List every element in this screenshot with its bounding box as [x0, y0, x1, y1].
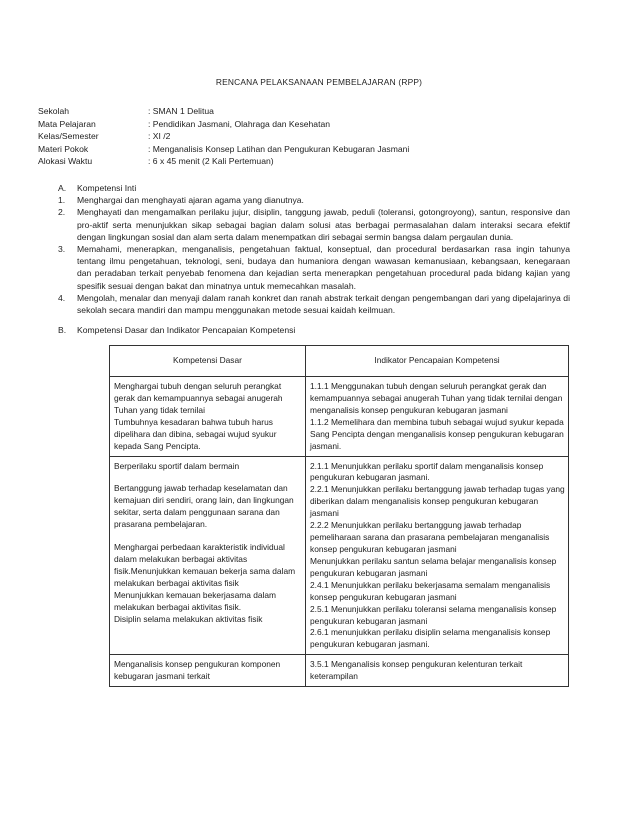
table-row: [110, 655, 569, 687]
info-label: Kelas/Semester: [38, 131, 99, 142]
ki-text: Menghayati dan mengamalkan perilaku jujur, disiplin, tanggung jawab, peduli (toleransi, gotongroyong), santun, responsive dan pro-aktif serta menunjukkan sikap sebagai bagian dalam solusi atas berbagai permasalahan dalam interaksi secara efektif dengan lingkungan sosial dan alam serta dalam menempatkan diri sebagai sermin bangsa dalam pergaulan dunia.: [77, 207, 570, 242]
ki-number: 1.: [58, 195, 66, 206]
section-heading-text: Kompetensi Inti: [77, 183, 137, 193]
table-row: [110, 456, 569, 655]
info-label: Mata Pelajaran: [38, 118, 96, 129]
section-marker: B.: [58, 325, 67, 335]
section-marker: A.: [58, 183, 67, 193]
kd-cell: [110, 456, 306, 655]
kd-indicator-table: [109, 345, 569, 687]
column-header-kd: Kompetensi Dasar: [110, 346, 306, 377]
info-value: : XI /2: [148, 131, 171, 142]
ki-text: Mengolah, menalar dan menyaji dalam ranah konkret dan ranah abstrak terkait dengan pengembangan dari yang dipelajarinya di sekolah secara mandiri dan mampu menggunakan metode sesuai kaidah keilmuan.: [77, 292, 570, 316]
ki-number: 4.: [58, 292, 66, 303]
indicator-cell: [306, 655, 569, 687]
document-title: RENCANA PELAKSANAAN PEMBELAJARAN (RPP): [215, 77, 423, 87]
kd-text: Disiplin selama melakukan aktivitas fisik: [114, 613, 263, 624]
ki-item: [58, 243, 570, 292]
table-header-row: [110, 346, 569, 377]
indicator-text: 2.4.1 Menunjukkan perilaku bekerjasama semalam menganalisis konsep pengukuran kebugaran jasmani: [310, 579, 551, 602]
kd-cell: [110, 377, 306, 457]
indicator-text: 2.1.1 Menunjukkan perilaku sportif dalam menganalisis konsep pengukuran kebugaran jasmani.: [310, 460, 544, 483]
info-row-materi-pokok: [38, 143, 409, 156]
kd-text: Berperilaku sportif dalam bermain: [114, 460, 240, 471]
indicator-text: 2.6.1 menunjukkan perilaku disiplin selama menganalisis konsep pengukuran kebugaran jasmani.: [310, 627, 551, 650]
section-heading-a: [58, 182, 570, 194]
kd-text: Menghargai tubuh dengan seluruh perangkat gerak dan kemampuannya sebagai anugerah Tuhan yang tidak ternilai: [114, 381, 283, 415]
info-label: Materi Pokok: [38, 143, 89, 154]
indicator-text: Menunjukkan perilaku santun selama belajar menganalisis konsep pengukuran kebugaran jasmani: [310, 555, 557, 578]
ki-item: [58, 194, 570, 206]
indicator-text: 1.1.1 Menggunakan tubuh dengan seluruh perangkat gerak dan kemampuannya sebagai anugerah Tuhan yang tidak ternilai dengan menganalisis konsep pengukuran kebugaran jasmani: [310, 381, 563, 415]
ki-number: 3.: [58, 244, 66, 255]
ki-number: 2.: [58, 207, 66, 218]
indicator-cell: [306, 456, 569, 655]
info-value: : Menganalisis Konsep Latihan dan Pengukuran Kebugaran Jasmani: [148, 143, 410, 154]
indicator-text: 3.5.1 Menganalisis konsep pengukuran kelenturan terkait keterampilan: [310, 659, 523, 682]
section-heading-b: [58, 324, 295, 336]
info-row-kelas-semester: [38, 130, 409, 143]
info-value: : 6 x 45 menit (2 Kali Pertemuan): [148, 156, 274, 167]
kompetensi-inti-section: [58, 182, 570, 316]
indicator-text: 2.2.1 Menunjukkan perilaku bertanggung jawab terhadap tugas yang diberikan dalam menganalisis konsep pengukuran kebugaran jasmani: [310, 484, 565, 519]
kd-text: Tumbuhnya kesadaran bahwa tubuh harus dipelihara dan dibina, sebagai wujud syukur kepada Sang Pencipta.: [114, 416, 277, 451]
kd-cell: [110, 655, 306, 687]
section-heading-text: Kompetensi Dasar dan Indikator Pencapaian Kompetensi: [77, 325, 296, 335]
info-row-mata-pelajaran: [38, 118, 409, 131]
identity-block: [38, 105, 409, 168]
info-value: : Pendidikan Jasmani, Olahraga dan Kesehatan: [148, 118, 331, 129]
kd-text: Menghargai perbedaan karakteristik individual dalam melakukan berbagai aktivitas fisik.Menunjukkan kemauan bekerja sama dalam melakukan berbagai aktivitas fisik: [114, 542, 296, 588]
ki-text: Menghargai dan menghayati ajaran agama yang dianutnya.: [77, 195, 304, 206]
indicator-text: 2.5.1 Menunjukkan perilaku toleransi selama menganalisis konsep pengukuran kebugaran jasmani: [310, 603, 557, 626]
kd-text: Menganalisis konsep pengukuran komponen kebugaran jasmani terkait: [114, 659, 281, 682]
column-header-indikator: Indikator Pencapaian Kompetensi: [306, 346, 569, 377]
kd-text: Bertanggung jawab terhadap keselamatan dan kemajuan diri sendiri, orang lain, dan lingkungan sekitar, serta dalam penggunaan sarana dan prasarana pembelajaran.: [114, 483, 294, 530]
ki-item: [58, 206, 570, 243]
info-row-sekolah: [38, 105, 409, 118]
info-value: : SMAN 1 Delitua: [148, 106, 214, 116]
indicator-text: 2.2.2 Menunjukkan perilaku bertanggung jawab terhadap pemeliharaan sarana dan prasarana pembelajaran menganalisis konsep pengukuran kebugaran jasmani: [310, 520, 550, 554]
indicator-cell: [306, 377, 569, 457]
info-row-alokasi-waktu: [38, 155, 409, 168]
ki-item: [58, 292, 570, 316]
table-row: [110, 377, 569, 457]
info-label: Alokasi Waktu: [38, 156, 93, 167]
info-label: Sekolah: [38, 106, 70, 116]
indicator-text: 1.1.2 Memelihara dan membina tubuh sebagai wujud syukur kepada Sang Pencipta dengan menganalisis konsep pengukuran kebugaran jasmani.: [310, 416, 564, 451]
kd-text: Menunjukkan kemauan bekerjasama dalam melakukan berbagai aktivitas fisik.: [114, 589, 277, 612]
ki-text: Memahami, menerapkan, menganalisis, pengetahuan faktual, konseptual, dan procedural berdasarkan rasa ingin tahunya tentang ilmu pengetahuan, teknologi, seni, budaya dan humaniora dengan wawasan kemanusiaan, kebangsaan, kenegaraan dan peradaban terkait penyebab fenomena dan kejadian serta menerapkan pengetahuan procedural pada bidang kajian yang spesifik sesuai dengan bakat dan minatnya untuk memecahkan masalah.: [77, 244, 570, 291]
